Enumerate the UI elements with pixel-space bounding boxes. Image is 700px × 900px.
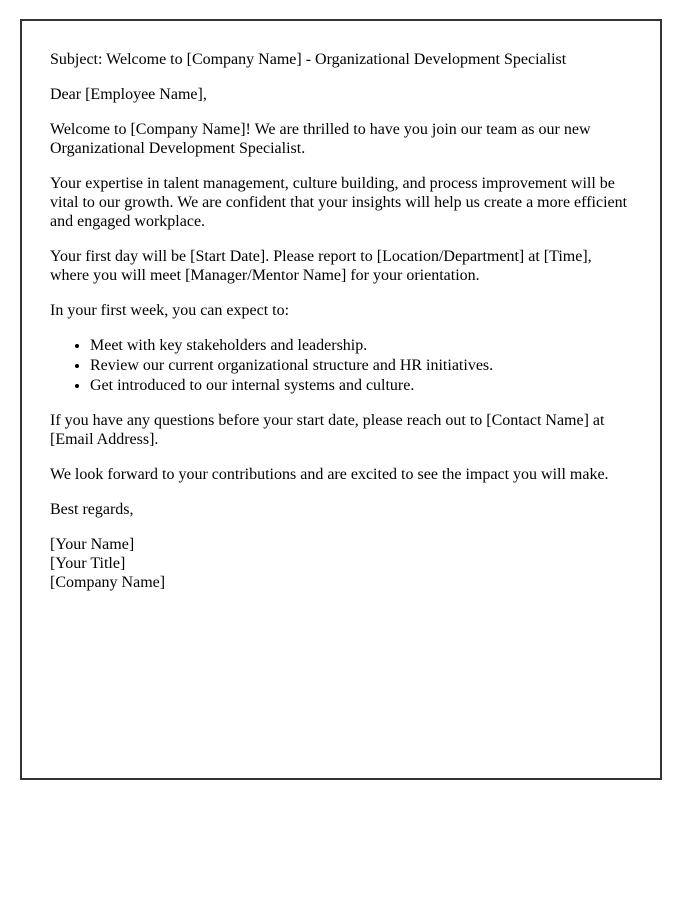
- letter-container: [20, 19, 662, 780]
- list-item: • Meet with key stakeholders and leadership.: [90, 336, 632, 355]
- list-item: • Review our current organizational structure and HR initiatives.: [90, 356, 632, 375]
- expertise-paragraph: Your expertise in talent management, culture building, and process improvement will be vital to our growth. We are confident that your insights will help us create a more efficient and engaged workplace.: [50, 175, 628, 230]
- first-week-list: [50, 336, 632, 395]
- signoff: Best regards,: [50, 501, 134, 518]
- signature-name: [Your Name]: [50, 536, 135, 553]
- signature-block: [50, 535, 632, 592]
- signature-title: [Your Title]: [50, 555, 126, 572]
- list-item: • Get introduced to our internal systems and culture.: [90, 376, 632, 395]
- subject-line: Subject: Welcome to [Company Name] - Organizational Development Specialist: [50, 51, 567, 68]
- salutation: Dear [Employee Name],: [50, 86, 207, 103]
- first-day-paragraph: Your first day will be [Start Date]. Please report to [Location/Department] at [Time], where you will meet [Manager/Mentor Name] for your orientation.: [50, 248, 592, 284]
- signature-company: [Company Name]: [50, 574, 166, 591]
- intro-paragraph: Welcome to [Company Name]! We are thrilled to have you join our team as our new Organizational Development Specialist.: [50, 121, 591, 157]
- questions-paragraph: If you have any questions before your start date, please reach out to [Contact Name] at [Email Address].: [50, 412, 605, 448]
- first-week-intro: In your first week, you can expect to:: [50, 302, 290, 319]
- closing-paragraph: We look forward to your contributions and are excited to see the impact you will make.: [50, 466, 609, 483]
